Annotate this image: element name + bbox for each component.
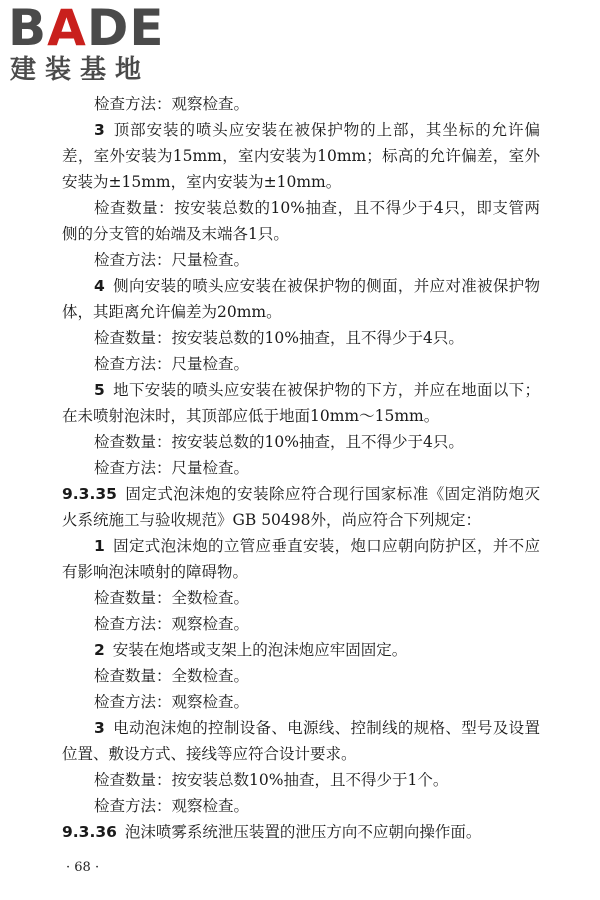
item-5-underground-nozzle: 5 地下安装的喷头应安装在被保护物的下方，并应在地面以下；在未喷射泡沫时，其顶部应低于地面10mm～15mm。 [62, 381, 540, 425]
clause-9-3-36: 9.3.36 泡沫喷雾系统泄压装置的泄压方向不应朝向操作面。 [62, 823, 482, 841]
check-method: 检查方法：观察检查。 [94, 797, 250, 815]
check-quantity: 检查数量：按安装总数10%抽查，且不得少于1个。 [94, 771, 449, 789]
clause-9-3-35: 9.3.35 固定式泡沫炮的安装除应符合现行国家标准《固定消防炮灭火系统施工与验收规范》GB 50498外，尚应符合下列规定： [62, 485, 540, 529]
logo-subtitle: 建装基地 [10, 55, 151, 85]
document-body [62, 91, 540, 845]
item-2-tower-mount: 2 安装在炮塔或支架上的泡沫炮应牢固固定。 [94, 641, 408, 659]
bade-logo [8, 2, 188, 86]
item-3-top-nozzle: 3 顶部安装的喷头应安装在被保护物的上部，其坐标的允许偏差，室外安装为15mm，室内安装为10mm；标高的允许偏差，室外安装为±15mm，室内安装为±10mm。 [62, 121, 540, 191]
item-3-electric-monitor: 3 电动泡沫炮的控制设备、电源线、控制线的规格、型号及设置位置、敷设方式、接线等应符合设计要求。 [62, 719, 540, 763]
item-4-side-nozzle: 4 侧向安装的喷头应安装在被保护物的侧面，并应对准被保护物体，其距离允许偏差为20mm。 [62, 277, 540, 321]
check-quantity: 检查数量：按安装总数的10%抽查，且不得少于4只。 [94, 329, 464, 347]
check-method: 检查方法：观察检查。 [94, 95, 250, 113]
check-method: 检查方法：尺量检查。 [94, 251, 250, 269]
check-quantity: 检查数量：按安装总数的10%抽查，且不得少于4只，即支管两侧的分支管的始端及末端各1只。 [62, 199, 540, 243]
check-method: 检查方法：观察检查。 [94, 615, 250, 633]
page-number: · 68 · [66, 860, 100, 875]
check-method: 检查方法：尺量检查。 [94, 459, 250, 477]
item-1-foam-monitor: 1 固定式泡沫炮的立管应垂直安装，炮口应朝向防护区，并不应有影响泡沫喷射的障碍物。 [62, 537, 540, 581]
check-quantity: 检查数量：全数检查。 [94, 667, 250, 685]
check-method: 检查方法：尺量检查。 [94, 355, 250, 373]
check-method: 检查方法：观察检查。 [94, 693, 250, 711]
logo-wordmark: BADE [8, 0, 165, 57]
check-quantity: 检查数量：按安装总数的10%抽查，且不得少于4只。 [94, 433, 464, 451]
check-quantity: 检查数量：全数检查。 [94, 589, 250, 607]
